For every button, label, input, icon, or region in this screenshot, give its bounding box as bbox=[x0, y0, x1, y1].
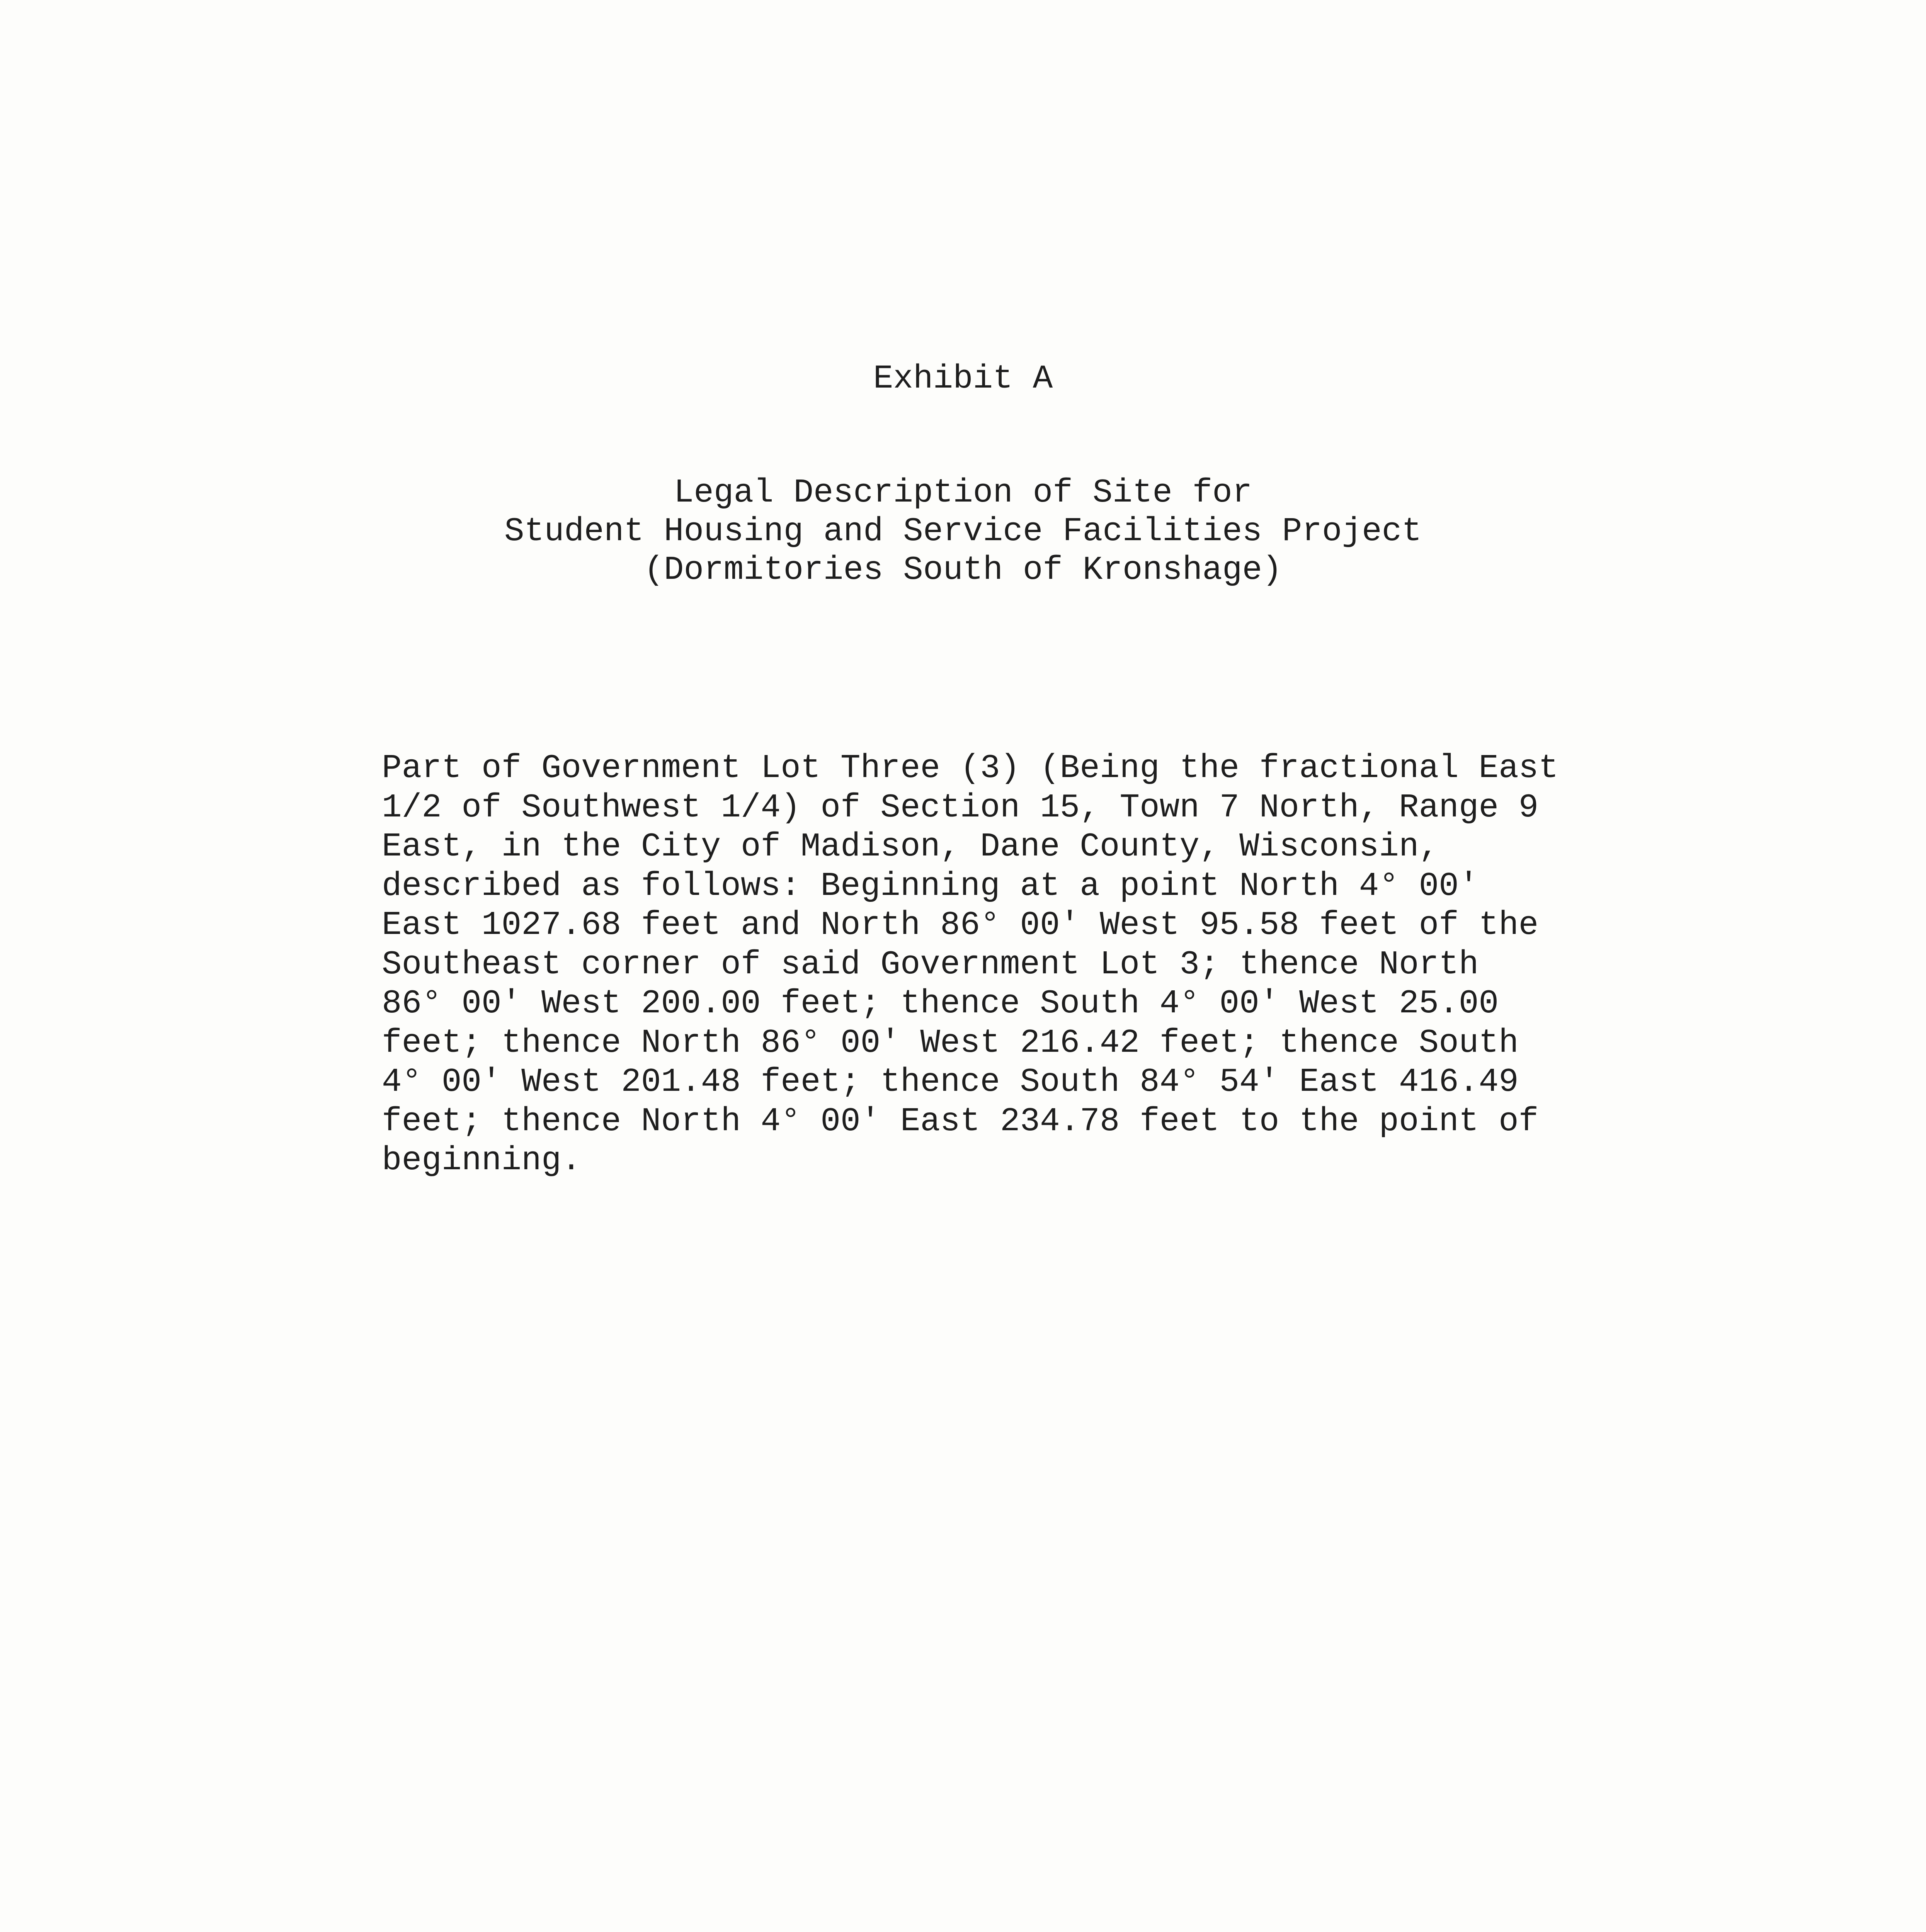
body-line: feet; thence North 4° 00' East 234.78 feet to the point of bbox=[382, 1102, 1539, 1140]
body-line: 4° 00' West 201.48 feet; thence South 84° 54' East 416.49 bbox=[382, 1063, 1519, 1101]
body-line: described as follows: Beginning at a point North 4° 00' bbox=[382, 867, 1479, 905]
body-line: feet; thence North 86° 00' West 216.42 feet; thence South bbox=[382, 1024, 1519, 1062]
body-line: 1/2 of Southwest 1/4) of Section 15, Town 7 North, Range 9 bbox=[382, 788, 1539, 827]
body-line: 86° 00' West 200.00 feet; thence South 4° 00' West 25.00 bbox=[382, 985, 1499, 1022]
body-line: beginning. bbox=[382, 1141, 582, 1179]
subtitle-line: Student Housing and Service Facilities Project bbox=[504, 512, 1422, 550]
document-subtitle bbox=[0, 473, 1926, 589]
body-line: East 1027.68 feet and North 86° 00' West 95.58 feet of the bbox=[382, 906, 1539, 944]
legal-description-body bbox=[382, 749, 1558, 1180]
exhibit-heading: Exhibit A bbox=[873, 360, 1053, 398]
subtitle-line: Legal Description of Site for bbox=[674, 474, 1252, 512]
body-line: Part of Government Lot Three (3) (Being the fractional East bbox=[382, 749, 1558, 787]
body-line: Southeast corner of said Government Lot 3; thence North bbox=[382, 945, 1479, 983]
subtitle-line: (Dormitories South of Kronshage) bbox=[644, 551, 1282, 589]
body-line: East, in the City of Madison, Dane County, Wisconsin, bbox=[382, 828, 1439, 866]
